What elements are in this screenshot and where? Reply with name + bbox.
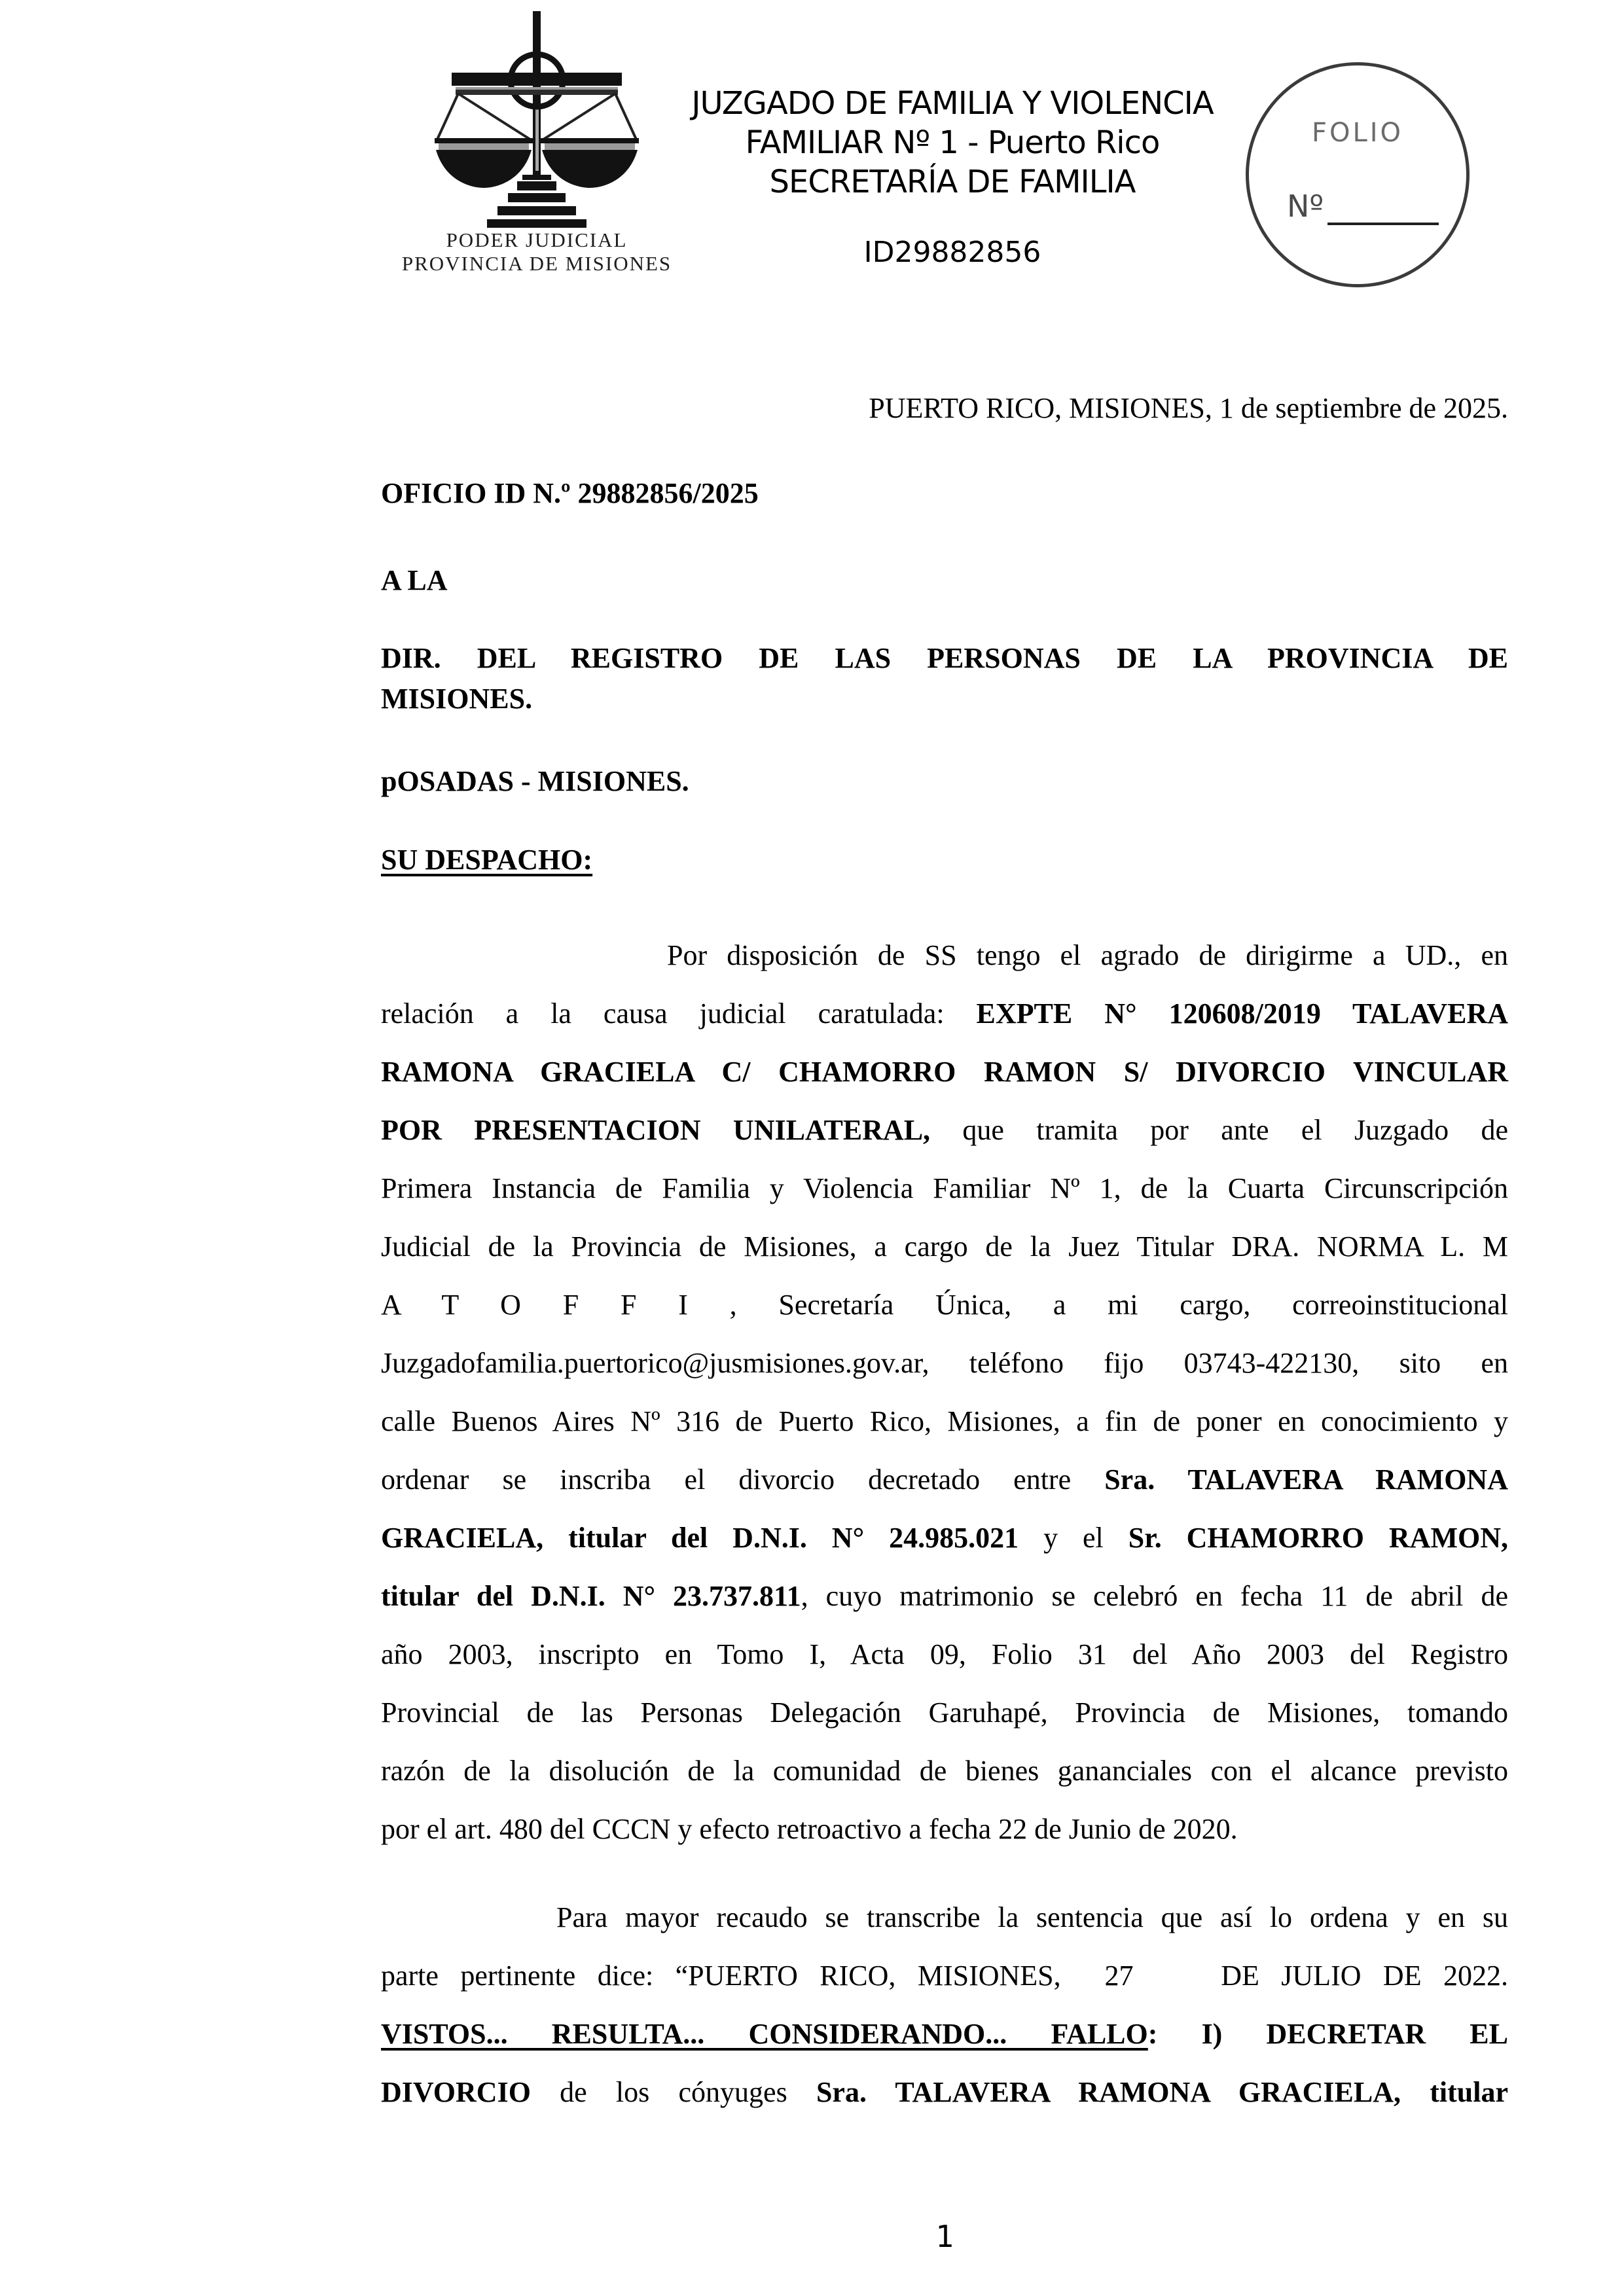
oficio-number-line: OFICIO ID N.º 29882856/2025 — [381, 477, 759, 509]
dateline: PUERTO RICO, MISIONES, 1 de septiembre de 2025. — [869, 392, 1508, 424]
addressee-line2: MISIONES. — [381, 683, 533, 715]
body-line: Para mayor recaudo se transcribe la sentencia que así lo ordena y en su — [556, 1901, 1508, 1933]
addressee — [381, 638, 1508, 719]
body-line: Juzgadofamilia.puertorico@jusmisiones.gov.ar, teléfono fijo 03743-422130, sito en — [381, 1347, 1508, 1379]
body-line: calle Buenos Aires Nº 316 de Puerto Rico, Misiones, a fin de poner en conocimiento y — [381, 1405, 1508, 1437]
body-line: titular del D.N.I. N° 23.737.811, cuyo matrimonio se celebró en fecha 11 de abril de — [381, 1580, 1508, 1612]
body-line: Provincial de las Personas Delegación Garuhapé, Provincia de Misiones, tomando — [381, 1696, 1508, 1729]
despacho-text: SU DESPACHO: — [381, 844, 593, 876]
body-line: Judicial de la Provincia de Misiones, a cargo de la Juez Titular DRA. NORMA L. M — [381, 1230, 1508, 1263]
logo-caption-line2: PROVINCIA DE MISIONES — [401, 252, 672, 275]
body-line: ordenar se inscriba el divorcio decretado entre Sra. TALAVERA RAMONA — [381, 1463, 1508, 1496]
despacho-line — [381, 841, 1508, 879]
body-line: VISTOS... RESULTA... CONSIDERANDO... FALLO: I) DECRETAR EL — [381, 2018, 1508, 2050]
body-paragraph-1 — [381, 926, 1508, 1858]
body-line: DIVORCIO de los cónyuges Sra. TALAVERA RAMONA GRACIELA, titular — [381, 2076, 1508, 2108]
body-line: por el art. 480 del CCCN y efecto retroactivo a fecha 22 de Junio de 2020. — [381, 1813, 1238, 1845]
body-line: relación a la causa judicial caratulada: EXPTE N° 120608/2019 TALAVERA — [381, 997, 1508, 1030]
body-line: A T O F F I , Secretaría Única, a mi cargo, correoinstitucional — [381, 1289, 1508, 1321]
court-title-line3: SECRETARÍA DE FAMILIA — [769, 164, 1136, 200]
body-line: Primera Instancia de Familia y Violencia Familiar Nº 1, de la Cuarta Circunscripción — [381, 1172, 1508, 1204]
page-number: 1 — [935, 2219, 954, 2254]
salutation: A LA — [381, 564, 448, 596]
city-line: pOSADAS - MISIONES. — [381, 765, 689, 797]
body-line: año 2003, inscripto en Tomo I, Acta 09, Folio 31 del Año 2003 del Registro — [381, 1638, 1508, 1670]
folio-stamp — [1246, 62, 1470, 287]
body-line: GRACIELA, titular del D.N.I. N° 24.985.021 y el Sr. CHAMORRO RAMON, — [381, 1522, 1508, 1554]
body-line: RAMONA GRACIELA C/ CHAMORRO RAMON S/ DIVORCIO VINCULAR — [381, 1056, 1508, 1088]
body-line: razón de la disolución de la comunidad de bienes gananciales con el alcance previsto — [381, 1755, 1508, 1787]
logo-caption-line1: PODER JUDICIAL — [446, 228, 628, 251]
body-paragraph-2 — [381, 1888, 1508, 2121]
court-title-line1: JUZGADO DE FAMILIA Y VIOLENCIA — [691, 85, 1214, 122]
stamp-number-label: Nº — [1287, 188, 1324, 224]
document-id: ID29882856 — [863, 236, 1041, 269]
body-line: parte pertinente dice: “PUERTO RICO, MISIONES, 27 DE JULIO DE 2022. — [381, 1960, 1508, 1992]
body-line: Por disposición de SS tengo el agrado de dirigirme a UD., en — [667, 939, 1508, 971]
court-title — [576, 84, 1329, 202]
body-line: POR PRESENTACION UNILATERAL, que tramita por ante el Juzgado de — [381, 1114, 1508, 1146]
court-title-line2: FAMILIAR Nº 1 - Puerto Rico — [745, 124, 1160, 161]
stamp-number-blank-line — [1327, 223, 1439, 225]
stamp-folio-label: FOLIO — [1311, 118, 1404, 148]
addressee-line1: DIR. DEL REGISTRO DE LAS PERSONAS DE LA PROVINCIA DE — [381, 642, 1508, 674]
